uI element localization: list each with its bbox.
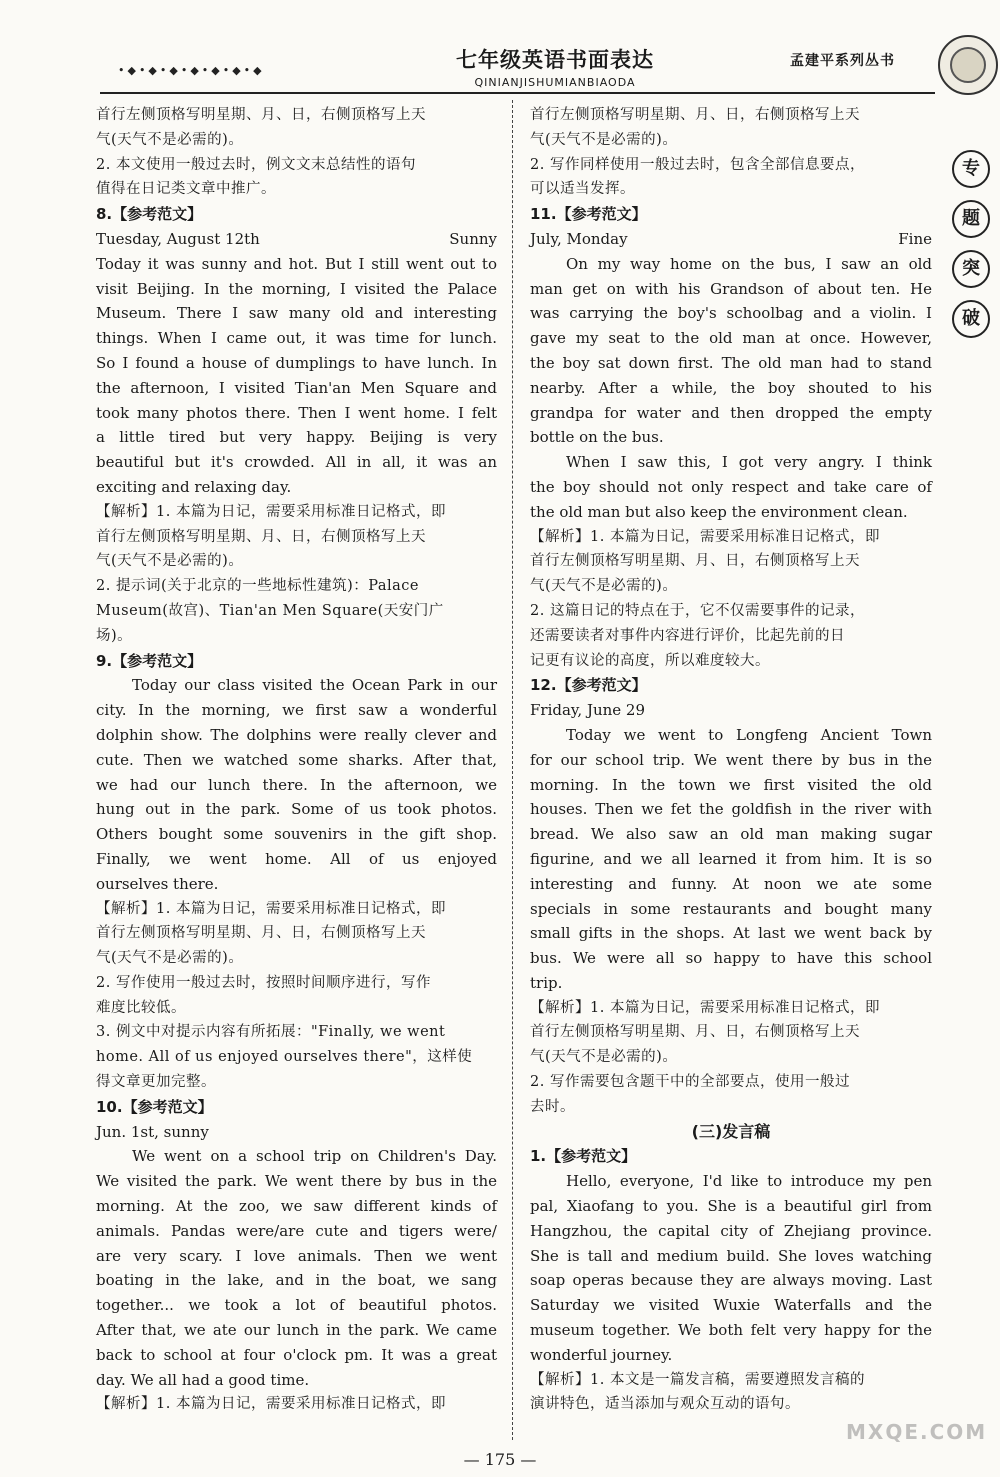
section-heading: 11.【参考范文】: [530, 205, 647, 224]
text-line: 2. 写作同样使用一般过去时，包含全部信息要点，: [530, 156, 865, 173]
essay-line: a little tired but very happy. Beijing is very: [96, 428, 497, 447]
essay-line: exciting and relaxing day.: [96, 477, 292, 496]
page-number: — 175 —: [463, 1450, 537, 1469]
essay-line: Hello, everyone, I'd like to introduce my pen: [566, 1172, 932, 1191]
series-name: 孟建平系列丛书: [790, 53, 895, 69]
analysis-line: 气(天气不是必需的)。: [96, 950, 244, 967]
essay-line: Others bought some souvenirs in the gift shop.: [96, 825, 497, 844]
essay-line: animals. Pandas were/are cute and tigers were/: [96, 1221, 497, 1240]
right-column: [530, 103, 932, 1417]
analysis-line: 【解析】1. 本篇为日记，需要采用标准日记格式，即: [96, 1396, 446, 1413]
essay-line: interesting and funny. At noon we ate some: [530, 874, 932, 893]
analysis-line: 记更有议论的高度，所以难度较大。: [530, 652, 770, 669]
essay-line: for our school trip. We went there by bus in the: [530, 750, 932, 769]
essay-line: was carrying the boy's schoolbag and a violin. I: [530, 304, 932, 323]
essay-line: grandpa for water and then dropped the empty: [530, 403, 932, 422]
essay-line: we had our lunch there. In the afternoon, we: [96, 775, 497, 794]
essay-line: cute. Then we watched some sharks. After that,: [96, 750, 497, 769]
essay-line: figurine, and we all learned it from him. It is so: [530, 849, 932, 868]
section-heading: 12.【参考范文】: [530, 676, 647, 695]
essay-line: wonderful journey.: [530, 1345, 673, 1364]
analysis-line: 气(天气不是必需的)。: [530, 578, 678, 595]
side-tab-column: [952, 150, 992, 350]
essay-line: the boy sat down first. The old man had to stand: [530, 353, 932, 372]
corner-watermark: MXQE.COM: [846, 1420, 988, 1444]
analysis-line: 【解析】1. 本文是一篇发言稿，需要遵照发言稿的: [530, 1371, 865, 1388]
essay-line: gave my seat to the old man at once. However,: [530, 329, 932, 348]
page-header: [0, 0, 1000, 95]
analysis-line: 2. 写作使用一般过去时，按照时间顺序进行，写作: [96, 974, 431, 991]
diary-weather: Fine: [898, 229, 932, 248]
essay-line: boating in the lake, and in the boat, we sang: [96, 1271, 497, 1290]
essay-line: museum together. We both felt very happy for the: [530, 1321, 932, 1340]
essay-line: small gifts in the shops. At last we went back by: [530, 924, 932, 943]
essay-line: city. In the morning, we first saw a wonderful: [96, 701, 497, 720]
essay-line: Saturday we visited Wuxie Waterfalls and the: [530, 1296, 932, 1315]
essay-line: morning. At the zoo, we saw different kinds of: [96, 1197, 497, 1216]
header-rule: [100, 92, 935, 94]
essay-line: trip.: [530, 973, 563, 992]
essay-line: nearby. After a while, the boy shouted to his: [530, 378, 932, 397]
essay-line: We went on a school trip on Children's Day.: [132, 1147, 497, 1166]
essay-line: Today we went to Longfeng Ancient Town: [566, 725, 932, 744]
text-line: 首行左侧顶格写明星期、月、日，右侧顶格写上天: [530, 107, 860, 123]
essay-line: On my way home on the bus, I saw an old: [566, 254, 932, 273]
essay-line: Hangzhou, the capital city of Zhejiang province.: [530, 1221, 932, 1240]
book-title-pinyin: QINIANJISHUMIANBIAODA: [474, 76, 636, 89]
text-line: 首行左侧顶格写明星期、月、日，右侧顶格写上天: [96, 107, 426, 123]
analysis-line: 2. 这篇日记的特点在于，它不仅需要事件的记录，: [530, 602, 865, 619]
essay-line: So I found a house of dumplings to have lunch. In: [96, 353, 497, 372]
seal-center: [950, 47, 986, 83]
essay-line: Today our class visited the Ocean Park in our: [132, 676, 497, 695]
essay-line: bread. We also saw an old man making sugar: [530, 825, 932, 844]
essay-line: man get on with his Grandson of about ten. He: [530, 279, 932, 298]
diary-date: Tuesday, August 12th: [96, 229, 260, 248]
section-heading: 8.【参考范文】: [96, 205, 203, 224]
column-divider: [512, 100, 513, 1440]
text-line: 值得在日记类文章中推广。: [96, 181, 276, 198]
book-title: 七年级英语书面表达: [456, 47, 654, 72]
analysis-line: 首行左侧顶格写明星期、月、日，右侧顶格写上天: [530, 553, 860, 570]
essay-line: visit Beijing. In the morning, I visited the Palace: [96, 279, 497, 298]
diary-weather: Sunny: [449, 229, 497, 248]
section-heading: 9.【参考范文】: [96, 651, 203, 670]
diary-dateline: Friday, June 29: [530, 701, 646, 720]
essay-line: day. We all had a good time.: [96, 1370, 310, 1389]
essay-line: Museum. There I saw many old and interesting: [96, 304, 497, 323]
header-ornament: •◆•◆•◆•◆•◆•◆•◆: [118, 64, 265, 77]
seal-logo: [938, 35, 998, 95]
essay-line: the boy should not only respect and take care of: [530, 477, 932, 496]
analysis-line: 得文章更加完整。: [96, 1074, 216, 1091]
text-line: 气(天气不是必需的)。: [530, 131, 678, 148]
essay-line: specials in some restaurants and bought many: [530, 899, 932, 918]
text-line: 气(天气不是必需的)。: [96, 131, 244, 148]
diary-date: July, Monday: [530, 229, 628, 248]
analysis-line: 首行左侧顶格写明星期、月、日，右侧顶格写上天: [96, 528, 426, 545]
essay-line: morning. In the town we first visited the old: [530, 775, 932, 794]
essay-line: beautiful but it's crowded. All in all, it was an: [96, 453, 497, 472]
essay-line: the old man but also keep the environment clean.: [530, 502, 908, 521]
essay-line: are very scary. I love animals. Then we went: [96, 1246, 497, 1265]
analysis-line: 气(天气不是必需的)。: [96, 553, 244, 570]
essay-line: soap operas because they are always moving. Last: [530, 1271, 932, 1290]
analysis-line: 3. 例文中对提示内容有所拓展："Finally, we went: [96, 1024, 446, 1041]
side-tab: 破: [952, 300, 990, 338]
side-tab: 突: [952, 250, 990, 288]
section-heading: 1.【参考范文】: [530, 1147, 637, 1166]
essay-line: When I saw this, I got very angry. I think: [566, 453, 932, 472]
diary-dateline: Jun. 1st, sunny: [96, 1122, 209, 1141]
essay-line: houses. Then we fet the goldfish in the river with: [530, 800, 932, 819]
left-column: [96, 103, 497, 1417]
essay-line: ourselves there.: [96, 874, 219, 893]
analysis-line: 场)。: [96, 627, 133, 644]
essay-line: After that, we ate our lunch in the park. We came: [96, 1321, 497, 1340]
analysis-line: 气(天气不是必需的)。: [530, 1049, 678, 1066]
essay-line: She is tall and medium build. She loves watching: [530, 1246, 932, 1265]
essay-line: the afternoon, I visited Tian'an Men Square and: [96, 378, 497, 397]
side-tab: 题: [952, 200, 990, 238]
essay-line: pal, Xiaofang to you. She is a beautiful girl from: [530, 1197, 932, 1216]
essay-line: bottle on the bus.: [530, 428, 664, 447]
essay-line: Finally, we went home. All of us enjoyed: [96, 849, 497, 868]
diary-dateline: [530, 227, 932, 252]
analysis-line: Museum(故宫)、Tian'an Men Square(天安门广: [96, 602, 444, 619]
side-tab: 专: [952, 150, 990, 188]
analysis-line: 【解析】1. 本篇为日记，需要采用标准日记格式，即: [530, 528, 880, 545]
analysis-line: 演讲特色，适当添加与观众互动的语句。: [530, 1396, 800, 1413]
diary-dateline: [96, 227, 497, 252]
analysis-line: home. All of us enjoyed ourselves there"，这样使: [96, 1049, 473, 1066]
text-line: 可以适当发挥。: [530, 181, 635, 198]
essay-line: hung out in the park. Some of us took photos.: [96, 800, 497, 819]
analysis-line: 2. 写作需要包含题干中的全部要点，使用一般过: [530, 1074, 850, 1091]
text-line: 2. 本文使用一般过去时，例文文末总结性的语句: [96, 156, 416, 173]
essay-line: back to school at four o'clock pm. It was a great: [96, 1345, 497, 1364]
analysis-line: 2. 提示词(关于北京的一些地标性建筑)：Palace: [96, 578, 419, 595]
analysis-line: 难度比较低。: [96, 999, 186, 1016]
essay-line: together... we took a lot of beautiful photos.: [96, 1296, 497, 1315]
analysis-line: 【解析】1. 本篇为日记，需要采用标准日记格式，即: [530, 999, 880, 1016]
analysis-line: 【解析】1. 本篇为日记，需要采用标准日记格式，即: [96, 900, 446, 917]
part-title: (三)发言稿: [691, 1121, 771, 1141]
essay-line: bus. We were all so happy to have this school: [530, 949, 932, 968]
analysis-line: 去时。: [530, 1098, 575, 1115]
essay-line: took many photos there. Then I went home. I felt: [96, 403, 497, 422]
essay-line: Today it was sunny and hot. But I still went out to: [96, 254, 497, 273]
analysis-line: 还需要读者对事件内容进行评价，比起先前的日: [530, 627, 845, 644]
essay-line: dolphin show. The dolphins were really clever and: [96, 725, 497, 744]
analysis-line: 【解析】1. 本篇为日记，需要采用标准日记格式，即: [96, 503, 446, 520]
analysis-line: 首行左侧顶格写明星期、月、日，右侧顶格写上天: [530, 1024, 860, 1041]
essay-line: things. When I came out, it was time for lunch.: [96, 329, 497, 348]
analysis-line: 首行左侧顶格写明星期、月、日，右侧顶格写上天: [96, 925, 426, 942]
essay-line: We visited the park. We went there by bus in the: [96, 1172, 497, 1191]
section-heading: 10.【参考范文】: [96, 1097, 213, 1116]
